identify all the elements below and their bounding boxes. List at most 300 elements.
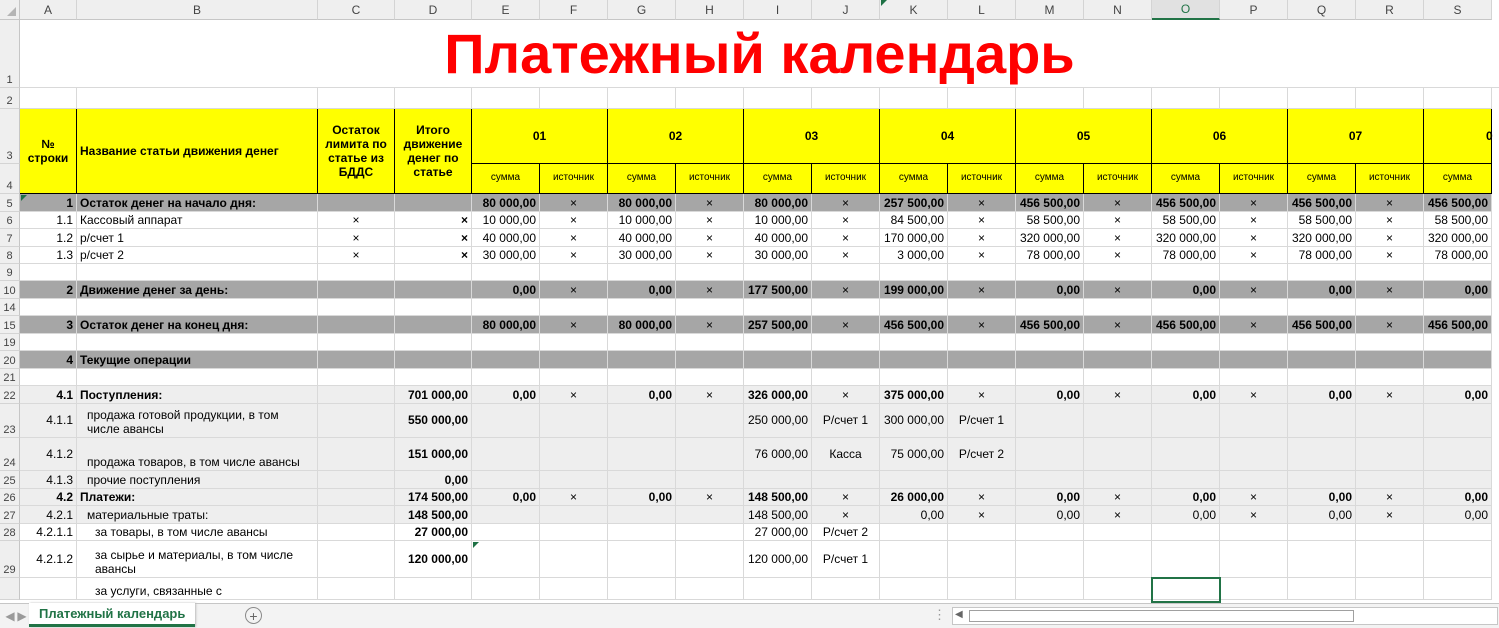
- source-cell[interactable]: ×: [1356, 489, 1424, 506]
- source-cell[interactable]: [948, 524, 1016, 541]
- source-cell[interactable]: ×: [540, 194, 608, 212]
- sum-cell[interactable]: 257 500,00: [744, 316, 812, 334]
- cell[interactable]: [1424, 334, 1492, 351]
- row-header[interactable]: 27: [0, 506, 20, 524]
- sum-cell[interactable]: 10 000,00: [744, 212, 812, 229]
- row-header[interactable]: 14: [0, 299, 20, 316]
- source-cell[interactable]: ×: [1356, 316, 1424, 334]
- row-header[interactable]: 3: [0, 109, 20, 164]
- sum-cell[interactable]: 456 500,00: [1016, 194, 1084, 212]
- sum-cell[interactable]: [1424, 438, 1492, 471]
- sum-cell[interactable]: [880, 351, 948, 369]
- sum-cell[interactable]: 0,00: [1016, 506, 1084, 524]
- total-cell[interactable]: 550 000,00: [395, 404, 472, 438]
- sum-cell[interactable]: 0,00: [1424, 506, 1492, 524]
- sum-cell[interactable]: 148 500,00: [744, 489, 812, 506]
- sum-cell[interactable]: [1424, 524, 1492, 541]
- source-cell[interactable]: [540, 351, 608, 369]
- cell[interactable]: [608, 334, 676, 351]
- column-header-H[interactable]: H: [676, 0, 744, 20]
- source-cell[interactable]: [1084, 524, 1152, 541]
- sum-cell[interactable]: 456 500,00: [1288, 316, 1356, 334]
- next-sheet-icon[interactable]: ▶: [17, 609, 27, 623]
- row-header[interactable]: 20: [0, 351, 20, 369]
- cell[interactable]: [318, 369, 395, 386]
- sum-cell[interactable]: 58 500,00: [1152, 212, 1220, 229]
- sum-cell[interactable]: 0,00: [1016, 489, 1084, 506]
- row-header[interactable]: 7: [0, 229, 20, 247]
- sum-cell[interactable]: 326 000,00: [744, 386, 812, 404]
- cell[interactable]: [1016, 334, 1084, 351]
- limit-cell[interactable]: [318, 351, 395, 369]
- sum-cell[interactable]: [1288, 524, 1356, 541]
- source-cell[interactable]: ×: [1220, 281, 1288, 299]
- row-header[interactable]: 5: [0, 194, 20, 212]
- total-cell[interactable]: 27 000,00: [395, 524, 472, 541]
- source-cell[interactable]: [1084, 541, 1152, 578]
- scroll-thumb[interactable]: [969, 610, 1354, 622]
- sum-cell[interactable]: 257 500,00: [880, 194, 948, 212]
- sum-cell[interactable]: 80 000,00: [608, 194, 676, 212]
- sum-cell[interactable]: 0,00: [880, 506, 948, 524]
- cell[interactable]: [812, 264, 880, 281]
- cell[interactable]: [948, 264, 1016, 281]
- row-header[interactable]: 2: [0, 88, 20, 109]
- item-name-cell[interactable]: Кассовый аппарат: [77, 212, 318, 229]
- source-cell[interactable]: Касса: [812, 438, 880, 471]
- source-cell[interactable]: ×: [1084, 229, 1152, 247]
- total-cell[interactable]: 701 000,00: [395, 386, 472, 404]
- source-cell[interactable]: [540, 471, 608, 489]
- sum-cell[interactable]: 456 500,00: [1016, 316, 1084, 334]
- item-name-cell[interactable]: Остаток денег на конец дня:: [77, 316, 318, 334]
- cell[interactable]: [395, 369, 472, 386]
- sum-cell[interactable]: [1152, 438, 1220, 471]
- row-header[interactable]: 26: [0, 489, 20, 506]
- sum-cell[interactable]: 0,00: [472, 386, 540, 404]
- source-cell[interactable]: [540, 438, 608, 471]
- source-cell[interactable]: ×: [948, 247, 1016, 264]
- column-header-F[interactable]: F: [540, 0, 608, 20]
- cell[interactable]: [1016, 299, 1084, 316]
- sum-cell[interactable]: [1016, 578, 1084, 600]
- sum-cell[interactable]: [608, 541, 676, 578]
- source-cell[interactable]: [1084, 404, 1152, 438]
- cell[interactable]: [1220, 264, 1288, 281]
- row-number-cell[interactable]: 1.2: [20, 229, 77, 247]
- source-cell[interactable]: [812, 471, 880, 489]
- item-name-cell[interactable]: за товары, в том числе авансы: [77, 524, 318, 541]
- limit-cell[interactable]: [318, 194, 395, 212]
- sum-cell[interactable]: 27 000,00: [744, 524, 812, 541]
- source-cell[interactable]: [1220, 351, 1288, 369]
- limit-cell[interactable]: [318, 506, 395, 524]
- cell[interactable]: [395, 264, 472, 281]
- limit-cell[interactable]: [318, 281, 395, 299]
- cell[interactable]: [540, 264, 608, 281]
- sum-cell[interactable]: [1016, 438, 1084, 471]
- source-cell[interactable]: ×: [812, 247, 880, 264]
- cell[interactable]: [318, 88, 395, 109]
- total-cell[interactable]: 0,00: [395, 471, 472, 489]
- cell[interactable]: [1424, 264, 1492, 281]
- total-cell[interactable]: 174 500,00: [395, 489, 472, 506]
- source-cell[interactable]: ×: [812, 316, 880, 334]
- row-header[interactable]: 25: [0, 471, 20, 489]
- sum-cell[interactable]: [1288, 404, 1356, 438]
- source-cell[interactable]: [1356, 404, 1424, 438]
- row-header[interactable]: 6: [0, 212, 20, 229]
- cell[interactable]: [1016, 369, 1084, 386]
- cell[interactable]: [472, 369, 540, 386]
- sum-cell[interactable]: 300 000,00: [880, 404, 948, 438]
- cell[interactable]: [20, 334, 77, 351]
- source-cell[interactable]: [948, 578, 1016, 600]
- item-name-cell[interactable]: р/счет 1: [77, 229, 318, 247]
- cell[interactable]: [880, 264, 948, 281]
- sum-cell[interactable]: [1424, 351, 1492, 369]
- limit-cell[interactable]: [318, 438, 395, 471]
- source-cell[interactable]: ×: [1220, 229, 1288, 247]
- source-cell[interactable]: ×: [812, 229, 880, 247]
- sum-cell[interactable]: [608, 524, 676, 541]
- source-cell[interactable]: ×: [676, 247, 744, 264]
- sum-cell[interactable]: 10 000,00: [472, 212, 540, 229]
- source-cell[interactable]: [1084, 578, 1152, 600]
- prev-sheet-icon[interactable]: ◀: [5, 609, 15, 623]
- sum-cell[interactable]: 199 000,00: [880, 281, 948, 299]
- source-cell[interactable]: [676, 351, 744, 369]
- row-number-cell[interactable]: 4.1: [20, 386, 77, 404]
- limit-cell[interactable]: ×: [318, 212, 395, 229]
- source-cell[interactable]: [676, 578, 744, 600]
- column-header-L[interactable]: L: [948, 0, 1016, 20]
- total-cell[interactable]: ×: [395, 229, 472, 247]
- source-cell[interactable]: ×: [812, 212, 880, 229]
- cell[interactable]: [1424, 299, 1492, 316]
- cell[interactable]: [880, 88, 948, 109]
- source-cell[interactable]: ×: [540, 212, 608, 229]
- total-cell[interactable]: ×: [395, 247, 472, 264]
- sum-cell[interactable]: [1152, 541, 1220, 578]
- cell[interactable]: [395, 334, 472, 351]
- cell[interactable]: [1356, 299, 1424, 316]
- total-cell[interactable]: [395, 281, 472, 299]
- source-cell[interactable]: ×: [1084, 194, 1152, 212]
- row-header[interactable]: 10: [0, 281, 20, 299]
- limit-cell[interactable]: ×: [318, 229, 395, 247]
- cell[interactable]: [744, 334, 812, 351]
- total-cell[interactable]: [395, 351, 472, 369]
- sum-cell[interactable]: 30 000,00: [608, 247, 676, 264]
- sum-cell[interactable]: [1152, 404, 1220, 438]
- cell[interactable]: [676, 264, 744, 281]
- row-header[interactable]: 24: [0, 438, 20, 471]
- cell[interactable]: [318, 334, 395, 351]
- cell[interactable]: [608, 88, 676, 109]
- cell[interactable]: [77, 369, 318, 386]
- item-name-cell[interactable]: за сырье и материалы, в том числе авансы: [77, 541, 318, 578]
- sum-cell[interactable]: [1424, 541, 1492, 578]
- item-name-cell[interactable]: Остаток денег на начало дня:: [77, 194, 318, 212]
- sum-cell[interactable]: [744, 471, 812, 489]
- cell[interactable]: [1288, 88, 1356, 109]
- source-cell[interactable]: [676, 471, 744, 489]
- cell[interactable]: [318, 299, 395, 316]
- select-all-corner[interactable]: [0, 0, 20, 20]
- sum-cell[interactable]: 148 500,00: [744, 506, 812, 524]
- source-cell[interactable]: ×: [1356, 229, 1424, 247]
- cell[interactable]: [472, 264, 540, 281]
- sum-cell[interactable]: 456 500,00: [1424, 316, 1492, 334]
- item-name-cell[interactable]: продажа товаров, в том числе авансы: [77, 438, 318, 471]
- sum-cell[interactable]: 0,00: [1288, 489, 1356, 506]
- source-cell[interactable]: [1356, 524, 1424, 541]
- column-header-Q[interactable]: Q: [1288, 0, 1356, 20]
- row-header[interactable]: 9: [0, 264, 20, 281]
- source-cell[interactable]: [1220, 524, 1288, 541]
- row-number-cell[interactable]: 4.2.1.2: [20, 541, 77, 578]
- row-header[interactable]: 28: [0, 524, 20, 541]
- row-header[interactable]: 1: [0, 20, 20, 88]
- item-name-cell[interactable]: Платежи:: [77, 489, 318, 506]
- sum-cell[interactable]: 0,00: [1152, 281, 1220, 299]
- cell[interactable]: [812, 299, 880, 316]
- cell[interactable]: [948, 88, 1016, 109]
- cell[interactable]: [77, 88, 318, 109]
- sum-cell[interactable]: 58 500,00: [1424, 212, 1492, 229]
- source-cell[interactable]: [1356, 471, 1424, 489]
- limit-cell[interactable]: [318, 404, 395, 438]
- cell[interactable]: [1288, 264, 1356, 281]
- total-cell[interactable]: [395, 194, 472, 212]
- source-cell[interactable]: [1084, 438, 1152, 471]
- cell[interactable]: [1356, 369, 1424, 386]
- source-cell[interactable]: ×: [1220, 386, 1288, 404]
- cell[interactable]: [608, 264, 676, 281]
- total-cell[interactable]: 151 000,00: [395, 438, 472, 471]
- cell[interactable]: [1152, 264, 1220, 281]
- sum-cell[interactable]: 80 000,00: [472, 316, 540, 334]
- source-cell[interactable]: ×: [1084, 212, 1152, 229]
- source-cell[interactable]: [812, 578, 880, 600]
- cell[interactable]: [744, 369, 812, 386]
- source-cell[interactable]: ×: [676, 316, 744, 334]
- cell[interactable]: [1220, 369, 1288, 386]
- column-header-G[interactable]: G: [608, 0, 676, 20]
- row-number-cell[interactable]: 4.2.1: [20, 506, 77, 524]
- cell[interactable]: [540, 334, 608, 351]
- row-number-cell[interactable]: 2: [20, 281, 77, 299]
- source-cell[interactable]: [1084, 471, 1152, 489]
- source-cell[interactable]: ×: [676, 489, 744, 506]
- item-name-cell[interactable]: материальные траты:: [77, 506, 318, 524]
- cell[interactable]: [948, 299, 1016, 316]
- cell[interactable]: [880, 334, 948, 351]
- cell[interactable]: [1084, 369, 1152, 386]
- tab-splitter-icon[interactable]: ⋮: [933, 607, 946, 622]
- source-cell[interactable]: ×: [1084, 489, 1152, 506]
- horizontal-scrollbar[interactable]: [952, 607, 1498, 625]
- sum-cell[interactable]: [1288, 578, 1356, 600]
- source-cell[interactable]: Р/счет 1: [812, 404, 880, 438]
- cell[interactable]: [1288, 334, 1356, 351]
- column-header-J[interactable]: J: [812, 0, 880, 20]
- source-cell[interactable]: ×: [948, 316, 1016, 334]
- sum-cell[interactable]: [1288, 351, 1356, 369]
- source-cell[interactable]: ×: [948, 212, 1016, 229]
- source-cell[interactable]: [540, 524, 608, 541]
- source-cell[interactable]: ×: [1084, 316, 1152, 334]
- cell[interactable]: [20, 369, 77, 386]
- source-cell[interactable]: ×: [812, 386, 880, 404]
- cell[interactable]: [77, 334, 318, 351]
- source-cell[interactable]: ×: [1084, 506, 1152, 524]
- source-cell[interactable]: ×: [1220, 316, 1288, 334]
- sum-cell[interactable]: [1016, 524, 1084, 541]
- active-cell-selection[interactable]: [1151, 577, 1221, 603]
- total-cell[interactable]: [395, 578, 472, 600]
- sum-cell[interactable]: [472, 404, 540, 438]
- source-cell[interactable]: ×: [948, 386, 1016, 404]
- sum-cell[interactable]: [608, 351, 676, 369]
- source-cell[interactable]: ×: [676, 386, 744, 404]
- column-header-I[interactable]: I: [744, 0, 812, 20]
- source-cell[interactable]: [540, 541, 608, 578]
- source-cell[interactable]: Р/счет 1: [948, 404, 1016, 438]
- total-cell[interactable]: 120 000,00: [395, 541, 472, 578]
- cell[interactable]: [1356, 264, 1424, 281]
- sum-cell[interactable]: 78 000,00: [1152, 247, 1220, 264]
- sum-cell[interactable]: [1288, 541, 1356, 578]
- cell[interactable]: [608, 299, 676, 316]
- cell[interactable]: [1424, 369, 1492, 386]
- column-header-E[interactable]: E: [472, 0, 540, 20]
- row-number-cell[interactable]: 4.1.2: [20, 438, 77, 471]
- sum-cell[interactable]: [472, 578, 540, 600]
- cell[interactable]: [1152, 369, 1220, 386]
- column-header-O[interactable]: O: [1152, 0, 1220, 20]
- column-header-S[interactable]: S: [1424, 0, 1492, 20]
- sum-cell[interactable]: 75 000,00: [880, 438, 948, 471]
- row-header[interactable]: 29: [0, 541, 20, 578]
- source-cell[interactable]: ×: [948, 281, 1016, 299]
- source-cell[interactable]: [1220, 541, 1288, 578]
- sum-cell[interactable]: 250 000,00: [744, 404, 812, 438]
- source-cell[interactable]: Р/счет 2: [812, 524, 880, 541]
- source-cell[interactable]: [812, 351, 880, 369]
- cell[interactable]: [395, 88, 472, 109]
- sum-cell[interactable]: [1424, 578, 1492, 600]
- source-cell[interactable]: [676, 541, 744, 578]
- sum-cell[interactable]: 0,00: [1424, 489, 1492, 506]
- cell[interactable]: [20, 264, 77, 281]
- source-cell[interactable]: ×: [1220, 247, 1288, 264]
- column-header-D[interactable]: D: [395, 0, 472, 20]
- cell[interactable]: [1084, 264, 1152, 281]
- sum-cell[interactable]: 78 000,00: [1288, 247, 1356, 264]
- cell[interactable]: [77, 264, 318, 281]
- cell[interactable]: [472, 88, 540, 109]
- source-cell[interactable]: ×: [812, 506, 880, 524]
- sum-cell[interactable]: 456 500,00: [880, 316, 948, 334]
- source-cell[interactable]: ×: [812, 489, 880, 506]
- cell[interactable]: [1016, 88, 1084, 109]
- sum-cell[interactable]: 0,00: [608, 489, 676, 506]
- sum-cell[interactable]: [608, 404, 676, 438]
- source-cell[interactable]: ×: [676, 281, 744, 299]
- sum-cell[interactable]: 80 000,00: [744, 194, 812, 212]
- row-number-cell[interactable]: 4: [20, 351, 77, 369]
- sum-cell[interactable]: 0,00: [1152, 506, 1220, 524]
- sum-cell[interactable]: 456 500,00: [1152, 316, 1220, 334]
- cell[interactable]: [395, 299, 472, 316]
- cell[interactable]: [540, 88, 608, 109]
- sum-cell[interactable]: 170 000,00: [880, 229, 948, 247]
- row-header[interactable]: 21: [0, 369, 20, 386]
- source-cell[interactable]: ×: [1356, 212, 1424, 229]
- sum-cell[interactable]: 40 000,00: [608, 229, 676, 247]
- source-cell[interactable]: ×: [540, 386, 608, 404]
- sum-cell[interactable]: 0,00: [1288, 281, 1356, 299]
- row-header[interactable]: 8: [0, 247, 20, 264]
- cell[interactable]: [472, 334, 540, 351]
- cell[interactable]: [1288, 299, 1356, 316]
- row-number-cell[interactable]: 1.3: [20, 247, 77, 264]
- cell[interactable]: [744, 299, 812, 316]
- item-name-cell[interactable]: продажа готовой продукции, в том числе авансы: [77, 404, 318, 438]
- row-number-cell[interactable]: 4.2: [20, 489, 77, 506]
- sum-cell[interactable]: 40 000,00: [744, 229, 812, 247]
- sum-cell[interactable]: 0,00: [1152, 489, 1220, 506]
- sum-cell[interactable]: 0,00: [608, 386, 676, 404]
- sum-cell[interactable]: 375 000,00: [880, 386, 948, 404]
- sum-cell[interactable]: 26 000,00: [880, 489, 948, 506]
- column-header-A[interactable]: A: [20, 0, 77, 20]
- cell[interactable]: [1356, 88, 1424, 109]
- cell[interactable]: [1016, 264, 1084, 281]
- limit-cell[interactable]: [318, 524, 395, 541]
- cell[interactable]: [540, 299, 608, 316]
- sum-cell[interactable]: 456 500,00: [1424, 194, 1492, 212]
- sum-cell[interactable]: [1016, 541, 1084, 578]
- cell[interactable]: [812, 369, 880, 386]
- item-name-cell[interactable]: Движение денег за день:: [77, 281, 318, 299]
- sum-cell[interactable]: 78 000,00: [1016, 247, 1084, 264]
- sum-cell[interactable]: 320 000,00: [1152, 229, 1220, 247]
- sum-cell[interactable]: [744, 578, 812, 600]
- cell[interactable]: [1288, 369, 1356, 386]
- sum-cell[interactable]: 58 500,00: [1016, 212, 1084, 229]
- cell[interactable]: [676, 369, 744, 386]
- source-cell[interactable]: ×: [1356, 247, 1424, 264]
- item-name-cell[interactable]: Поступления:: [77, 386, 318, 404]
- source-cell[interactable]: [948, 541, 1016, 578]
- item-name-cell[interactable]: прочие поступления: [77, 471, 318, 489]
- limit-cell[interactable]: ×: [318, 247, 395, 264]
- limit-cell[interactable]: [318, 541, 395, 578]
- sum-cell[interactable]: 0,00: [1016, 281, 1084, 299]
- source-cell[interactable]: ×: [1356, 506, 1424, 524]
- limit-cell[interactable]: [318, 471, 395, 489]
- row-header[interactable]: [0, 578, 20, 600]
- cell[interactable]: [1424, 88, 1492, 109]
- source-cell[interactable]: ×: [540, 316, 608, 334]
- cell[interactable]: [1084, 88, 1152, 109]
- source-cell[interactable]: [676, 506, 744, 524]
- source-cell[interactable]: ×: [1356, 194, 1424, 212]
- sum-cell[interactable]: 0,00: [472, 489, 540, 506]
